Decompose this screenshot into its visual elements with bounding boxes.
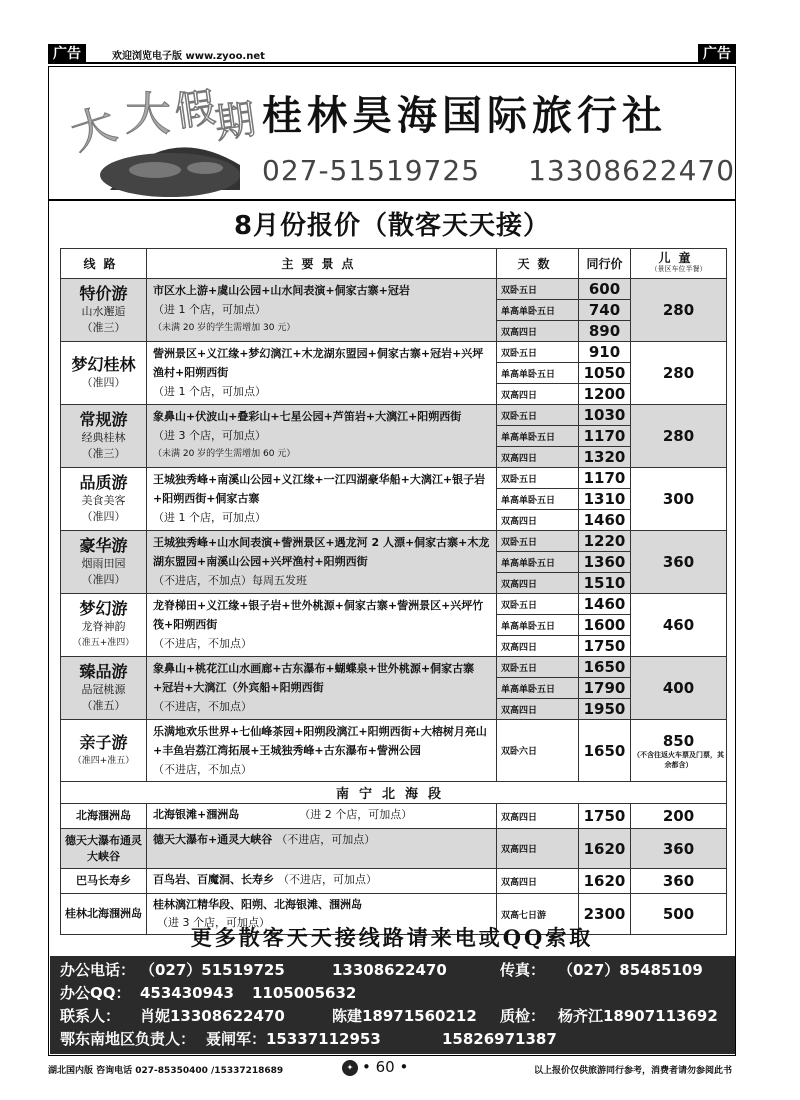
trade-price: 1320 bbox=[579, 447, 631, 468]
sights-main: 王城独秀峰+南溪山公园+义江缘+一江四湖豪华船+大漓江+银子岩+阳朔西街+侗家古寨 bbox=[153, 473, 486, 505]
contact-row-region bbox=[60, 1028, 725, 1051]
route-cell bbox=[61, 468, 147, 531]
route-hotel-grade: （准四） bbox=[81, 376, 126, 389]
trade-price: 1460 bbox=[579, 594, 631, 615]
trade-price: 910 bbox=[579, 342, 631, 363]
sights-note: （不进店，不加点） bbox=[153, 637, 252, 650]
days-option: 单高单卧五日 bbox=[497, 678, 579, 699]
route-cell bbox=[61, 405, 147, 468]
qc-label: 质检： bbox=[500, 1007, 546, 1025]
child-price: 400 bbox=[631, 657, 727, 720]
sights-cell bbox=[147, 804, 497, 829]
days-option: 双卧五日 bbox=[497, 342, 579, 363]
sights-note: （进 3 个店，可加点） bbox=[157, 916, 270, 929]
fax-label: 传真： bbox=[500, 961, 546, 979]
sights-cell bbox=[147, 657, 497, 720]
days-option: 双高七日游 bbox=[497, 894, 579, 935]
trade-price: 890 bbox=[579, 321, 631, 342]
days-option: 双高四日 bbox=[497, 829, 579, 869]
trade-price: 1510 bbox=[579, 573, 631, 594]
table-row bbox=[61, 829, 727, 869]
sights-cell bbox=[147, 405, 497, 468]
days-option: 双高四日 bbox=[497, 447, 579, 468]
trade-price: 1620 bbox=[579, 829, 631, 869]
ad-label-right: 广告 bbox=[698, 44, 736, 64]
days-option: 双卧五日 bbox=[497, 279, 579, 300]
trade-price: 740 bbox=[579, 300, 631, 321]
footer-page bbox=[342, 1058, 408, 1076]
route-hotel-grade: （准三） bbox=[81, 321, 126, 334]
days-option: 单高单卧五日 bbox=[497, 615, 579, 636]
page-number: • 60 • bbox=[362, 1058, 409, 1076]
child-price: 360 bbox=[631, 531, 727, 594]
svg-text:大: 大 bbox=[70, 98, 123, 161]
page-footer bbox=[48, 1056, 736, 1080]
person-1[interactable]: 肖妮13308622470 bbox=[140, 1007, 285, 1025]
th-days: 天数 bbox=[497, 249, 579, 279]
days-option: 双高四日 bbox=[497, 510, 579, 531]
table-row bbox=[61, 657, 727, 678]
child-price: 280 bbox=[631, 342, 727, 405]
days-option: 双高四日 bbox=[497, 384, 579, 405]
route-name: 梦幻游 bbox=[79, 599, 128, 618]
sights-main: 百鸟岩、百魔洞、长寿乡 bbox=[153, 873, 274, 886]
trade-price: 1360 bbox=[579, 552, 631, 573]
route-hotel-grade: （准三） bbox=[81, 447, 126, 460]
route-name: 品质游 bbox=[79, 473, 128, 492]
th-route: 线路 bbox=[61, 249, 147, 279]
company-phones bbox=[262, 154, 783, 187]
trade-price: 1200 bbox=[579, 384, 631, 405]
days-option: 单高单卧五日 bbox=[497, 426, 579, 447]
sights-main: 市区水上游+虞山公园+山水间表演+侗家古寨+冠岩 bbox=[153, 284, 410, 297]
trade-price: 600 bbox=[579, 279, 631, 300]
route-cell bbox=[61, 531, 147, 594]
days-option: 单高单卧五日 bbox=[497, 300, 579, 321]
table-header bbox=[61, 249, 727, 279]
trade-price: 1650 bbox=[579, 657, 631, 678]
sights-cell bbox=[147, 829, 497, 869]
days-option: 双卧五日 bbox=[497, 405, 579, 426]
sights-note: （不进店，不加点） bbox=[153, 763, 252, 776]
table-row bbox=[61, 869, 727, 894]
route-hotel-grade: （准四+准五） bbox=[72, 755, 135, 766]
qq-1[interactable]: 453430943 bbox=[140, 984, 234, 1002]
sights-main: 象鼻山+桃花江山水画廊+古东瀑布+蝴蝶泉+世外桃源+侗家古寨+冠岩+大漓江（外宾船+阳朔西街 bbox=[153, 662, 475, 694]
table-row bbox=[61, 468, 727, 489]
route-name: 梦幻桂林 bbox=[71, 355, 136, 374]
route-subtitle: 龙脊神韵 bbox=[81, 620, 126, 633]
route-hotel-grade: （准五） bbox=[81, 699, 126, 712]
office-label: 办公电话： bbox=[60, 961, 136, 979]
sights-cell bbox=[147, 468, 497, 531]
region-label: 鄂东南地区负责人： bbox=[60, 1030, 196, 1048]
sights-note: （进 1 个店，可加点） bbox=[153, 303, 266, 316]
th-child-sub: （景区车位半餐） bbox=[650, 264, 707, 273]
days-option: 双高四日 bbox=[497, 321, 579, 342]
trade-price: 1950 bbox=[579, 699, 631, 720]
route-cell: 桂林北海涠洲岛 bbox=[61, 894, 147, 935]
days-option: 单高单卧五日 bbox=[497, 489, 579, 510]
child-price: 360 bbox=[631, 869, 727, 894]
child-price: 300 bbox=[631, 468, 727, 531]
trade-price: 1050 bbox=[579, 363, 631, 384]
route-subtitle: 烟雨田园 bbox=[81, 557, 126, 570]
trade-price: 1170 bbox=[579, 426, 631, 447]
route-name: 豪华游 bbox=[79, 536, 128, 555]
section-row bbox=[61, 782, 727, 804]
sights-cell bbox=[147, 720, 497, 782]
child-price: 200 bbox=[631, 804, 727, 829]
sights-note: （进 1 个店，可加点） bbox=[153, 511, 266, 524]
route-cell: 北海涠洲岛 bbox=[61, 804, 147, 829]
ad-label-left: 广告 bbox=[48, 44, 86, 64]
child-price: 460 bbox=[631, 594, 727, 657]
trade-price: 1790 bbox=[579, 678, 631, 699]
section-title: 南宁北海段 bbox=[61, 782, 727, 804]
th-sights: 主要景点 bbox=[147, 249, 497, 279]
table-row bbox=[61, 594, 727, 615]
company-name: 桂林昊海国际旅行社 bbox=[262, 92, 667, 139]
child-price: 360 bbox=[631, 829, 727, 869]
child-price: 280 bbox=[631, 405, 727, 468]
days-option: 双卧六日 bbox=[497, 720, 579, 782]
price-title: 8月份报价（散客天天接） bbox=[233, 211, 551, 241]
th-child bbox=[631, 249, 727, 279]
route-name: 臻品游 bbox=[79, 662, 128, 681]
globe-logo-icon bbox=[70, 80, 260, 200]
sights-main: 龙脊梯田+义江缘+银子岩+世外桃源+侗家古寨+訾洲景区+兴坪竹筏+阳朔西街 bbox=[153, 599, 484, 631]
sights-student-note: （未满 20 岁的学生需增加 60 元） bbox=[153, 449, 296, 459]
child-price: 280 bbox=[631, 279, 727, 342]
days-option: 双高四日 bbox=[497, 636, 579, 657]
office-phone-2[interactable]: 13308622470 bbox=[332, 961, 447, 979]
sights-cell bbox=[147, 594, 497, 657]
trade-price: 1750 bbox=[579, 636, 631, 657]
th-child-label: 儿童 bbox=[658, 250, 699, 265]
route-cell bbox=[61, 342, 147, 405]
child-price bbox=[631, 720, 727, 782]
table-row bbox=[61, 279, 727, 300]
sights-main: 王城独秀峰+山水间表演+訾洲景区+遇龙河 2 人漂+侗家古寨+木龙湖东盟园+南溪山公园+兴坪渔村+阳朔西街 bbox=[153, 536, 490, 568]
welcome-text[interactable]: 欢迎浏览电子版 www.zyoo.net bbox=[112, 51, 265, 62]
contact-row-qq bbox=[60, 982, 725, 1005]
top-ad-bar bbox=[48, 44, 736, 64]
price-table bbox=[60, 248, 727, 935]
region-phone-2[interactable]: 15826971387 bbox=[442, 1030, 557, 1048]
sights-note: （进 3 个店，可加点） bbox=[153, 429, 266, 442]
route-subtitle: 经典桂林 bbox=[81, 431, 126, 444]
contact-row-person bbox=[60, 1005, 725, 1028]
person-label: 联系人： bbox=[60, 1007, 121, 1025]
qc-person[interactable]: 杨齐江18907113692 bbox=[558, 1007, 718, 1025]
child-price-note: （不含往返火车票及门票，其余都含） bbox=[633, 750, 724, 769]
table-row bbox=[61, 720, 727, 782]
days-option: 双卧五日 bbox=[497, 594, 579, 615]
svg-text:期: 期 bbox=[212, 96, 259, 148]
route-hotel-grade: （准四） bbox=[81, 510, 126, 523]
sights-cell bbox=[147, 279, 497, 342]
route-cell bbox=[61, 720, 147, 782]
route-subtitle: 美食美客 bbox=[81, 494, 126, 507]
trade-price: 1650 bbox=[579, 720, 631, 782]
office-phone-1[interactable]: （027）51519725 bbox=[140, 961, 285, 979]
fax-number[interactable]: （027）85485109 bbox=[558, 961, 703, 979]
th-price: 同行价 bbox=[579, 249, 631, 279]
sights-note: （进 1 个店，可加点） bbox=[153, 385, 266, 398]
sights-main: 象鼻山+伏波山+叠彩山+七星公园+芦笛岩+大漓江+阳朔西街 bbox=[153, 410, 462, 423]
route-name: 亲子游 bbox=[79, 732, 128, 752]
route-subtitle: 品冠桃源 bbox=[81, 683, 126, 696]
sights-main: 乐满地欢乐世界+七仙峰茶园+阳朔段漓江+阳朔西街+大榕树月亮山+丰鱼岩荔江湾拓展+王城独秀峰+古东瀑布+訾洲公园 bbox=[153, 725, 487, 757]
company-phone-1[interactable]: 027-51519725 bbox=[262, 154, 481, 187]
sights-main: 訾洲景区+义江缘+梦幻漓江+木龙湖东盟园+侗家古寨+冠岩+兴坪渔村+阳朔西街 bbox=[153, 347, 484, 379]
days-option: 双高四日 bbox=[497, 699, 579, 720]
days-option: 双卧五日 bbox=[497, 531, 579, 552]
days-option: 单高单卧五日 bbox=[497, 363, 579, 384]
days-option: 双卧五日 bbox=[497, 468, 579, 489]
qq-2[interactable]: 1105005632 bbox=[252, 984, 357, 1002]
sights-note: （不进店，不加点） bbox=[153, 700, 252, 713]
child-price-value: 850 bbox=[662, 731, 695, 750]
sights-cell bbox=[147, 342, 497, 405]
table-row bbox=[61, 531, 727, 552]
sights-main: 北海银滩+涠洲岛 bbox=[153, 808, 240, 821]
table-row bbox=[61, 342, 727, 363]
qq-label: 办公QQ： bbox=[60, 984, 131, 1002]
table-row bbox=[61, 804, 727, 829]
sights-student-note: （未满 20 岁的学生需增加 30 元） bbox=[153, 323, 296, 333]
trade-price: 1750 bbox=[579, 804, 631, 829]
route-cell bbox=[61, 279, 147, 342]
trade-price: 1600 bbox=[579, 615, 631, 636]
days-option: 双高四日 bbox=[497, 869, 579, 894]
trade-price: 1460 bbox=[579, 510, 631, 531]
table-body bbox=[61, 279, 727, 935]
route-subtitle: 山水邂逅 bbox=[81, 305, 126, 318]
sights-note: （不进店，可加点） bbox=[278, 873, 377, 886]
sights-main: 桂林漓江精华段、阳朔、北海银滩、涠洲岛 bbox=[153, 898, 362, 911]
route-hotel-grade: （准五+准四） bbox=[72, 638, 135, 648]
contact-panel bbox=[50, 956, 735, 1054]
sights-main: 德天大瀑布+通灵大峡谷 bbox=[153, 833, 273, 846]
trade-price: 1170 bbox=[579, 468, 631, 489]
sights-note: （不进店，可加点） bbox=[276, 833, 376, 846]
sights-note: （进 2 个店，可加点） bbox=[299, 808, 413, 821]
sights-cell bbox=[147, 531, 497, 594]
contact-row-office bbox=[60, 959, 725, 982]
days-option: 双高四日 bbox=[497, 573, 579, 594]
header-divider bbox=[48, 199, 736, 201]
child-price: 500 bbox=[631, 894, 727, 935]
region-phone-1[interactable]: 聂闸军：15337112953 bbox=[206, 1030, 381, 1048]
person-2[interactable]: 陈建18971560212 bbox=[332, 1007, 477, 1025]
svg-text:大: 大 bbox=[125, 87, 171, 141]
route-cell: 德天大瀑布通灵大峡谷 bbox=[61, 829, 147, 869]
trade-price: 1310 bbox=[579, 489, 631, 510]
route-name: 常规游 bbox=[79, 410, 128, 429]
more-routes-text: 更多散客天天接线路请来电或QQ索取 bbox=[190, 925, 594, 950]
route-cell bbox=[61, 657, 147, 720]
sights-note: （不进店，不加点）每周五发班 bbox=[153, 574, 307, 587]
footer-left: 湖北国内版 咨询电话 027-85350400 /15337218689 bbox=[48, 1066, 284, 1076]
table-row bbox=[61, 405, 727, 426]
days-option: 双高四日 bbox=[497, 804, 579, 829]
company-phone-2[interactable]: 13308622470 bbox=[528, 154, 736, 187]
route-cell: 巴马长寿乡 bbox=[61, 869, 147, 894]
sights-cell bbox=[147, 869, 497, 894]
days-option: 双卧五日 bbox=[497, 657, 579, 678]
agency-logo bbox=[70, 80, 260, 200]
days-option: 单高单卧五日 bbox=[497, 552, 579, 573]
page-badge-icon: ✦ bbox=[342, 1060, 358, 1076]
route-hotel-grade: （准四） bbox=[81, 573, 126, 586]
trade-price: 1030 bbox=[579, 405, 631, 426]
route-name: 特价游 bbox=[79, 284, 128, 303]
trade-price: 2300 bbox=[579, 894, 631, 935]
svg-text:假: 假 bbox=[172, 84, 219, 136]
route-cell bbox=[61, 594, 147, 657]
trade-price: 1220 bbox=[579, 531, 631, 552]
trade-price: 1620 bbox=[579, 869, 631, 894]
footer-right: 以上报价仅供旅游同行参考，消费者请勿参阅此书 bbox=[533, 1066, 732, 1076]
